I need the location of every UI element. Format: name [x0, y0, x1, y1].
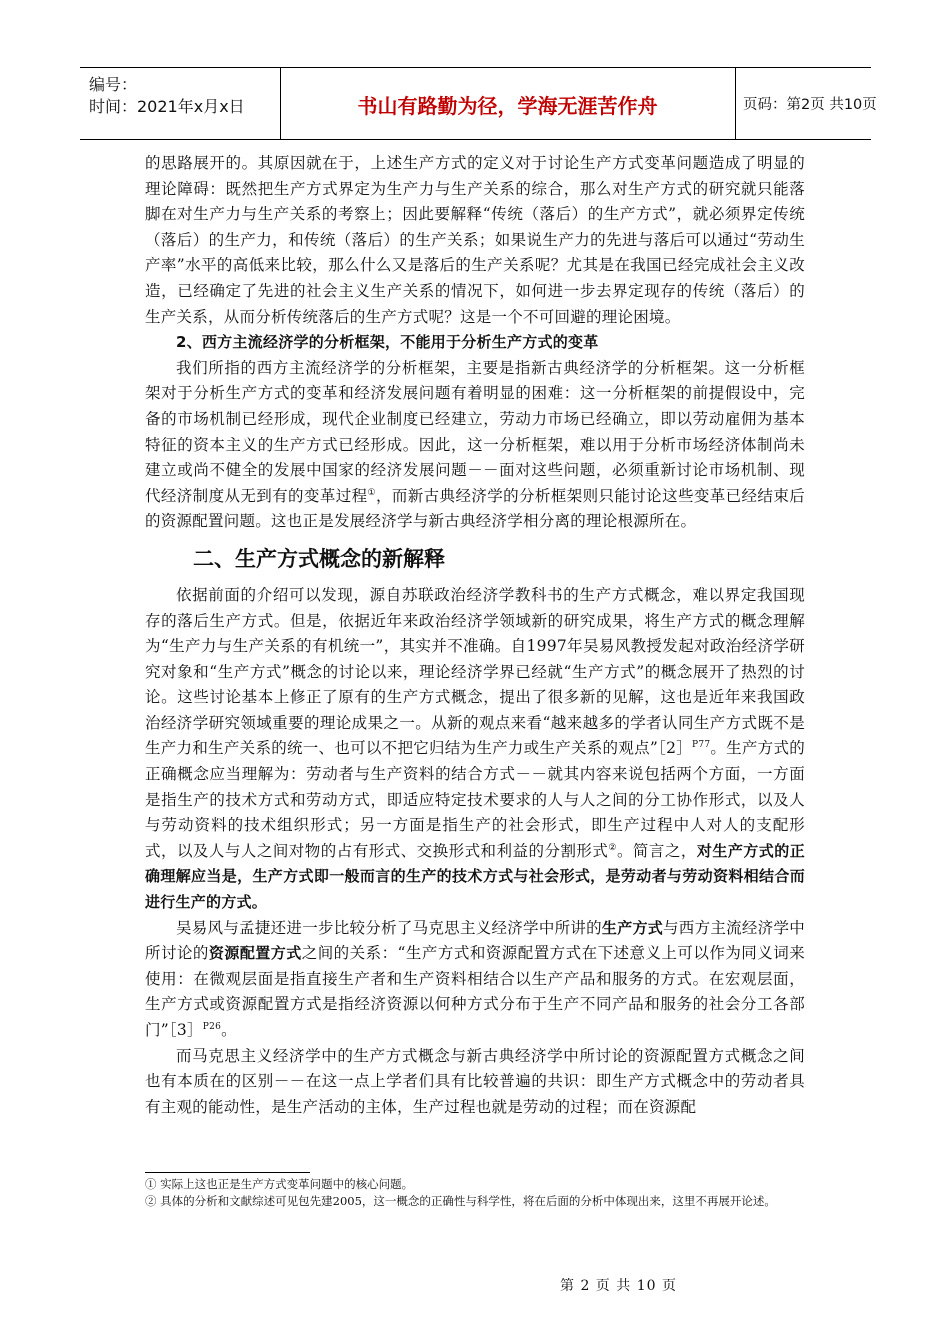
bold-term: 生产方式	[601, 918, 664, 937]
text: ，而新古典经济学的分析框架则只能讨论这些变革已经结束后的资源配置问题。这也正是发展经济学与新古典经济学相分离的理论根源所在。	[145, 486, 805, 531]
paragraph	[145, 916, 805, 1044]
citation-page: P26	[202, 1022, 222, 1032]
paragraph	[145, 583, 805, 916]
text: 吴易风与孟捷还进一步比较分析了马克思主义经济学中所讲的	[176, 918, 602, 937]
motto: 书山有路勤为径，学海无涯苦作舟	[357, 94, 658, 118]
header-table	[80, 67, 877, 140]
footnote-ref[interactable]: ②	[608, 842, 617, 853]
section-heading: 二、生产方式概念的新解释	[193, 546, 445, 571]
citation-page: P77	[692, 740, 711, 751]
footnote-divider	[145, 1172, 310, 1173]
paragraph: 的思路展开的。其原因就在于，上述生产方式的定义对于讨论生产方式变革问题造成了明显的理论障碍：既然把生产方式界定为生产力与生产关系的综合，那么对生产方式的研究就只能落脚在对生产力与生产关系的考察上；因此要解释“传统（落后）的生产方式”，就必须界定传统（落后）的生产力，和传统（落后）的生产关系；如果说生产力的先进与落后可以通过“劳动生产率”水平的高低来比较，那么什么又是落后的生产关系呢？尤其是在我国已经完成社会主义改造，已经确定了先进的社会主义生产关系的情况下，如何进一步去界定现存的传统（落后）的生产关系，从而分析传统落后的生产方式呢？这是一个不可回避的理论困境。	[145, 154, 805, 326]
document-body	[145, 151, 805, 1120]
text: 之间的关系：“生产方式和资源配置方式在下述意义上可以作为同义词来使用：在微观层面是指直接生产者和生产资料相结合以生产产品和服务的方式。在宏观层面，生产方式或资源配置方式是指经济资源以何种方式分布于生产不同产品和服务的社会分工各部门”［3］	[145, 944, 805, 1039]
footnotes	[145, 1176, 805, 1210]
page-footer: 第 2 页 共 10 页	[560, 1278, 677, 1294]
bold-term: 资源配置方式	[208, 944, 302, 963]
footnote-ref[interactable]: ①	[367, 487, 376, 498]
text: 。	[221, 1021, 237, 1039]
footnote-2: ② 具体的分析和文献综述可见包先建2005，这一概念的正确性与科学性，将在后面的分析中体现出来，这里不再展开论述。	[145, 1194, 776, 1208]
text: 我们所指的西方主流经济学的分析框架，主要是指新古典经济学的分析框架。这一分析框架对于分析生产方式的变革和经济发展问题有着明显的困难：这一分析框架的前提假设中，完备的市场机制已经形成，现代企业制度已经建立，劳动力市场已经确立，即以劳动雇佣为基本特征的资本主义的生产方式已经形成。因此，这一分析框架，难以用于分析市场经济体制尚未建立或尚不健全的发展中国家的经济发展问题－－面对这些问题，必须重新讨论市场机制、现代经济制度从无到有的变革过程	[145, 358, 805, 505]
page-label: 页码：第2页 共10页	[743, 97, 877, 113]
header-page-cell	[735, 68, 877, 139]
date-label: 时间：2021年x月x日	[89, 97, 245, 116]
paragraph: 而马克思主义经济学中的生产方式概念与新古典经济学中所讨论的资源配置方式概念之间也有本质在的区别－－在这一点上学者们具有比较普遍的共识：即生产方式概念中的劳动者具有主观的能动性，是生产活动的主体，生产过程也就是劳动的过程；而在资源配	[145, 1046, 805, 1116]
header-motto-cell	[280, 68, 736, 139]
text: 。简言之，	[616, 841, 697, 860]
paragraph	[145, 356, 805, 535]
header-meta-cell	[80, 68, 281, 139]
text: 。生产方式的正确概念应当理解为：劳动者与生产资料的结合方式－－就其内容来说包括两个方面，一方面是指生产的技术方式和劳动方式，即适应特定技术要求的人与人之间的分工协作形式，以及人与劳动资料的技术组织形式；另一方面是指生产的社会形式，即生产过程中人对人的支配形式，以及人与人之间对物的占有形式、交换形式和利益的分割形式	[145, 739, 805, 860]
text: 与西方主流经济学中所讨论的	[145, 918, 805, 963]
number-label: 编号：	[89, 75, 138, 94]
footnote-1: ① 实际上这也正是生产方式变革问题中的核心问题。	[145, 1177, 414, 1191]
subheading: 2、西方主流经济学的分析框架，不能用于分析生产方式的变革	[176, 333, 599, 352]
bold-text: 对生产方式的正确理解应当是，生产方式即一般而言的生产的技术方式与社会形式，是劳动者与劳动资料相结合而进行生产的方式。	[145, 841, 805, 912]
text: 依据前面的介绍可以发现，源自苏联政治经济学教科书的生产方式概念，难以界定我国现存的落后生产方式。但是，依据近年来政治经济学领域新的研究成果，将生产方式的概念理解为“生产力与生产关系的有机统一”，其实并不准确。自1997年吴易风教授发起对政治经济学研究对象和“生产方式”概念的讨论以来，理论经济学界已经就“生产方式”的概念展开了热烈的讨论。这些讨论基本上修正了原有的生产方式概念，提出了很多新的见解，这也是近年来我国政治经济学研究领域重要的理论成果之一。从新的观点来看“越来越多的学者认同生产方式既不是生产力和生产关系的统一、也可以不把它归结为生产力或生产关系的观点”［2］	[145, 585, 805, 758]
